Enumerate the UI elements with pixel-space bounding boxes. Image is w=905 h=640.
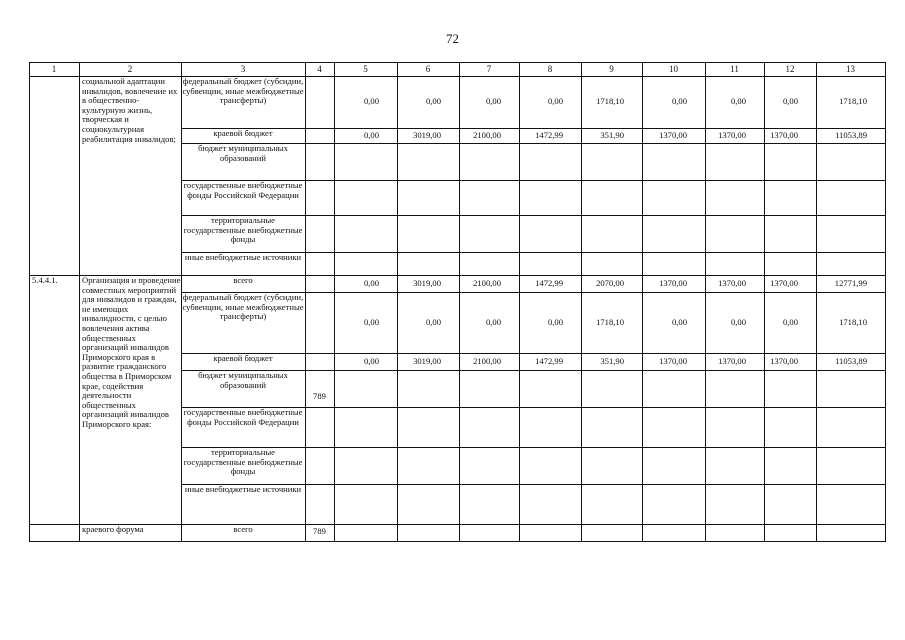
block1-value-1-8: 1472,99 bbox=[535, 129, 563, 140]
header-cell-8: 8 bbox=[547, 64, 553, 74]
block1-value-5-6 bbox=[397, 252, 459, 275]
block1-value-2-8 bbox=[519, 143, 581, 180]
block2-value-6-5 bbox=[334, 484, 397, 524]
block2-value-4-7 bbox=[459, 407, 519, 447]
block1-value-1-12: 1370,00 bbox=[770, 129, 798, 140]
block2-value-2-6: 3019,00 bbox=[413, 355, 441, 366]
table-rule bbox=[397, 524, 398, 542]
table-rule bbox=[642, 62, 643, 77]
table-rule bbox=[29, 76, 886, 77]
table-rule bbox=[397, 62, 398, 77]
block1-description: социальной адаптации инвалидов, вовлечение их в общественно-культурную жизнь, творческая и социокультурная реабилитация инвалидов; bbox=[82, 77, 178, 144]
block2-value-2-9: 351,90 bbox=[600, 355, 624, 366]
block1-value-2-7 bbox=[459, 143, 519, 180]
block1-value-0-10: 0,00 bbox=[671, 96, 687, 106]
table-rule bbox=[459, 62, 460, 77]
block2-value-3-10 bbox=[642, 370, 705, 407]
block1-value-1-9: 351,90 bbox=[600, 129, 624, 140]
block2-value-4-11 bbox=[705, 407, 764, 447]
block1-value-2-12 bbox=[764, 143, 816, 180]
header-cell-5: 5 bbox=[363, 64, 368, 74]
table-rule bbox=[581, 275, 582, 525]
table-rule bbox=[29, 62, 30, 77]
table-rule bbox=[705, 275, 706, 525]
block2-value-1-13: 1718,10 bbox=[839, 316, 867, 327]
block2-value-3-12 bbox=[764, 370, 816, 407]
block1-value-1-10: 1370,00 bbox=[659, 129, 687, 140]
block1-value-4-11 bbox=[705, 215, 764, 252]
block2-source-1: федеральный бюджет (субсидии, субвенции, иные межбюджетные трансферты) bbox=[182, 293, 304, 322]
table-rule bbox=[885, 524, 886, 542]
table-rule bbox=[79, 62, 80, 77]
block2-value-3-7 bbox=[459, 370, 519, 407]
table-rule bbox=[181, 252, 886, 253]
header-cell-11: 11 bbox=[730, 64, 739, 74]
table-rule bbox=[29, 76, 30, 276]
table-rule bbox=[29, 541, 886, 542]
block1-value-0-6: 0,00 bbox=[425, 96, 441, 106]
block2-source-6: иные внебюджетные источники bbox=[184, 485, 302, 494]
table-rule bbox=[181, 370, 886, 371]
header-cell-10: 10 bbox=[669, 64, 678, 74]
block2-value-5-5 bbox=[334, 447, 397, 484]
table-rule bbox=[885, 62, 886, 77]
table-rule bbox=[816, 76, 817, 276]
table-rule bbox=[705, 62, 706, 77]
block2-value-1-9: 1718,10 bbox=[596, 316, 624, 327]
table-rule bbox=[305, 524, 306, 542]
block2-value-4-6 bbox=[397, 407, 459, 447]
block1-value-3-6 bbox=[397, 180, 459, 215]
block2-description: Организация и проведение совместных мероприятий для инвалидов и граждан, не имеющих инвалидности, с целью вовлечения актива общественных организаций инвалидов Приморского края в развитие гражданского общества в Приморском крае, содействия деятельности общественных организаций инвалидов Приморского края: bbox=[82, 276, 181, 429]
block2-value-2-12: 1370,00 bbox=[770, 355, 798, 366]
table-rule bbox=[79, 524, 80, 542]
block1-source-2: бюджет муниципальных образований bbox=[198, 144, 288, 163]
block2-code: 789 bbox=[313, 392, 326, 401]
block1-value-5-13 bbox=[816, 252, 885, 275]
block2-value-2-11: 1370,00 bbox=[718, 355, 746, 366]
table-rule bbox=[181, 447, 886, 448]
block1-value-1-11: 1370,00 bbox=[718, 129, 746, 140]
block3-description: краевого форума bbox=[82, 525, 144, 534]
block1-value-0-7: 0,00 bbox=[485, 96, 501, 106]
block2-value-3-9 bbox=[581, 370, 642, 407]
table-rule bbox=[305, 275, 306, 525]
block1-value-4-7 bbox=[459, 215, 519, 252]
block2-value-1-5: 0,00 bbox=[363, 316, 379, 327]
table-rule bbox=[885, 275, 886, 525]
block2-source-3: бюджет муниципальных образований bbox=[198, 371, 288, 390]
block2-source-2: краевой бюджет bbox=[213, 354, 273, 363]
table-rule bbox=[519, 524, 520, 542]
table-rule bbox=[581, 76, 582, 276]
block2-value-5-10 bbox=[642, 447, 705, 484]
block2-value-0-5: 0,00 bbox=[363, 277, 379, 288]
block1-value-3-5 bbox=[334, 180, 397, 215]
block2-value-4-5 bbox=[334, 407, 397, 447]
table-rule bbox=[181, 524, 182, 542]
table-rule bbox=[705, 76, 706, 276]
table-rule bbox=[79, 275, 80, 525]
table-rule bbox=[334, 62, 335, 77]
block2-source-0: всего bbox=[233, 276, 253, 285]
block1-value-1-5: 0,00 bbox=[363, 129, 379, 140]
block2-value-5-13 bbox=[816, 447, 885, 484]
block1-source-5: иные внебюджетные источники bbox=[184, 253, 302, 262]
table-rule bbox=[764, 524, 765, 542]
block3-code: 789 bbox=[313, 527, 326, 536]
block2-value-6-10 bbox=[642, 484, 705, 524]
block1-value-0-9: 1718,10 bbox=[596, 96, 624, 106]
block1-value-3-7 bbox=[459, 180, 519, 215]
block2-value-0-6: 3019,00 bbox=[413, 277, 441, 288]
block1-value-5-8 bbox=[519, 252, 581, 275]
block1-value-2-10 bbox=[642, 143, 705, 180]
table-rule bbox=[181, 407, 886, 408]
block2-value-3-5 bbox=[334, 370, 397, 407]
block2-value-0-11: 1370,00 bbox=[718, 277, 746, 288]
block2-value-5-12 bbox=[764, 447, 816, 484]
block1-value-2-6 bbox=[397, 143, 459, 180]
table-rule bbox=[519, 275, 520, 525]
block1-value-1-7: 2100,00 bbox=[473, 129, 501, 140]
block2-value-2-7: 2100,00 bbox=[473, 355, 501, 366]
table-rule bbox=[397, 275, 398, 525]
table-rule bbox=[334, 275, 335, 525]
block1-value-4-10 bbox=[642, 215, 705, 252]
block2-value-0-13: 12771,99 bbox=[834, 277, 867, 288]
table-rule bbox=[305, 62, 306, 77]
header-cell-12: 12 bbox=[785, 64, 795, 74]
table-rule bbox=[519, 76, 520, 276]
table-rule bbox=[79, 76, 80, 276]
block1-value-4-12 bbox=[764, 215, 816, 252]
block1-value-2-11 bbox=[705, 143, 764, 180]
block2-value-2-5: 0,00 bbox=[363, 355, 379, 366]
block1-value-3-11 bbox=[705, 180, 764, 215]
table-rule bbox=[181, 484, 886, 485]
table-rule bbox=[29, 524, 30, 542]
table-rule bbox=[764, 275, 765, 525]
block2-value-0-8: 1472,99 bbox=[535, 277, 563, 288]
header-cell-13: 13 bbox=[846, 64, 855, 74]
block2-value-2-10: 1370,00 bbox=[659, 355, 687, 366]
block2-value-3-8 bbox=[519, 370, 581, 407]
table-rule bbox=[642, 524, 643, 542]
table-rule bbox=[459, 275, 460, 525]
block2-value-1-8: 0,00 bbox=[547, 316, 563, 327]
block1-value-3-9 bbox=[581, 180, 642, 215]
block2-value-4-8 bbox=[519, 407, 581, 447]
block2-value-2-8: 1472,99 bbox=[535, 355, 563, 366]
block1-source-1: краевой бюджет bbox=[213, 129, 273, 138]
table-rule bbox=[181, 275, 182, 525]
block1-value-0-12: 0,00 bbox=[782, 96, 798, 106]
header-cell-4: 4 bbox=[317, 64, 322, 74]
block2-value-4-10 bbox=[642, 407, 705, 447]
table-rule bbox=[305, 76, 306, 276]
block2-value-0-7: 2100,00 bbox=[473, 277, 501, 288]
block1-value-5-12 bbox=[764, 252, 816, 275]
table-rule bbox=[181, 292, 886, 293]
block1-value-4-6 bbox=[397, 215, 459, 252]
block1-value-1-6: 3019,00 bbox=[413, 129, 441, 140]
table-rule bbox=[29, 524, 886, 525]
block1-value-5-11 bbox=[705, 252, 764, 275]
table-rule bbox=[816, 62, 817, 77]
table-rule bbox=[29, 62, 886, 63]
block1-value-1-13: 11053,89 bbox=[835, 129, 867, 140]
block1-value-3-12 bbox=[764, 180, 816, 215]
table-rule bbox=[29, 275, 886, 276]
block2-value-1-12: 0,00 bbox=[782, 316, 798, 327]
block2-source-5: территориальные государственные внебюджетные фонды bbox=[183, 448, 303, 477]
block1-value-4-9 bbox=[581, 215, 642, 252]
table-rule bbox=[397, 76, 398, 276]
header-cell-3: 3 bbox=[240, 64, 246, 74]
page-number: 72 bbox=[446, 31, 459, 46]
block1-source-3: государственные внебюджетные фонды Российской Федерации bbox=[183, 181, 303, 200]
table-rule bbox=[181, 180, 886, 181]
table-rule bbox=[642, 76, 643, 276]
table-rule bbox=[459, 76, 460, 276]
table-rule bbox=[181, 76, 182, 276]
block2-value-4-12 bbox=[764, 407, 816, 447]
block2-value-4-13 bbox=[816, 407, 885, 447]
block1-source-0: федеральный бюджет (субсидии, субвенции, иные межбюджетные трансферты) bbox=[182, 77, 304, 106]
block2-value-0-9: 2070,00 bbox=[596, 277, 624, 288]
block2-value-6-13 bbox=[816, 484, 885, 524]
block2-value-4-9 bbox=[581, 407, 642, 447]
block2-value-5-8 bbox=[519, 447, 581, 484]
header-cell-7: 7 bbox=[486, 64, 492, 74]
block2-number: 5.4.4.1. bbox=[32, 276, 58, 285]
table-rule bbox=[181, 128, 886, 129]
block1-value-5-5 bbox=[334, 252, 397, 275]
table-rule bbox=[519, 62, 520, 77]
block1-value-2-9 bbox=[581, 143, 642, 180]
block2-value-3-13 bbox=[816, 370, 885, 407]
table-rule bbox=[334, 524, 335, 542]
block1-value-0-11: 0,00 bbox=[730, 96, 746, 106]
block2-value-0-10: 1370,00 bbox=[659, 277, 687, 288]
table-rule bbox=[581, 62, 582, 77]
block2-value-1-11: 0,00 bbox=[730, 316, 746, 327]
block2-value-6-11 bbox=[705, 484, 764, 524]
block1-source-4: территориальные государственные внебюджетные фонды bbox=[183, 216, 303, 245]
block1-value-5-10 bbox=[642, 252, 705, 275]
block2-value-1-10: 0,00 bbox=[671, 316, 687, 327]
table-rule bbox=[764, 76, 765, 276]
table-rule bbox=[885, 76, 886, 276]
table-rule bbox=[705, 524, 706, 542]
block1-value-2-13 bbox=[816, 143, 885, 180]
block2-value-5-7 bbox=[459, 447, 519, 484]
table-rule bbox=[764, 62, 765, 77]
block1-value-3-13 bbox=[816, 180, 885, 215]
table-rule bbox=[581, 524, 582, 542]
header-cell-2: 2 bbox=[127, 64, 133, 74]
block2-value-0-12: 1370,00 bbox=[770, 277, 798, 288]
block1-value-3-8 bbox=[519, 180, 581, 215]
table-rule bbox=[181, 353, 886, 354]
block2-value-5-6 bbox=[397, 447, 459, 484]
block1-value-0-8: 0,00 bbox=[547, 96, 563, 106]
table-rule bbox=[816, 275, 817, 525]
block2-value-1-6: 0,00 bbox=[425, 316, 441, 327]
table-rule bbox=[181, 62, 182, 77]
block2-value-5-11 bbox=[705, 447, 764, 484]
header-cell-1: 1 bbox=[51, 64, 57, 74]
block1-value-0-5: 0,00 bbox=[363, 96, 379, 106]
block2-value-2-13: 11053,89 bbox=[835, 355, 867, 366]
block1-value-4-13 bbox=[816, 215, 885, 252]
block1-value-4-8 bbox=[519, 215, 581, 252]
block2-value-3-11 bbox=[705, 370, 764, 407]
block1-value-3-10 bbox=[642, 180, 705, 215]
table-rule bbox=[816, 524, 817, 542]
block2-value-6-12 bbox=[764, 484, 816, 524]
table-rule bbox=[181, 143, 886, 144]
block1-value-2-5 bbox=[334, 143, 397, 180]
header-cell-6: 6 bbox=[425, 64, 431, 74]
block1-value-5-7 bbox=[459, 252, 519, 275]
block2-value-5-9 bbox=[581, 447, 642, 484]
block3-source: всего bbox=[233, 525, 253, 534]
block2-value-6-6 bbox=[397, 484, 459, 524]
table-rule bbox=[334, 76, 335, 276]
block1-value-5-9 bbox=[581, 252, 642, 275]
table-rule bbox=[642, 275, 643, 525]
table-rule bbox=[459, 524, 460, 542]
table-rule bbox=[181, 215, 886, 216]
block2-source-4: государственные внебюджетные фонды Российской Федерации bbox=[183, 408, 303, 427]
block2-value-1-7: 0,00 bbox=[485, 316, 501, 327]
table-rule bbox=[29, 275, 30, 525]
block1-value-0-13: 1718,10 bbox=[839, 96, 867, 106]
block2-value-6-8 bbox=[519, 484, 581, 524]
block2-value-6-7 bbox=[459, 484, 519, 524]
header-cell-9: 9 bbox=[609, 64, 614, 74]
block1-value-4-5 bbox=[334, 215, 397, 252]
block2-value-6-9 bbox=[581, 484, 642, 524]
block2-value-3-6 bbox=[397, 370, 459, 407]
